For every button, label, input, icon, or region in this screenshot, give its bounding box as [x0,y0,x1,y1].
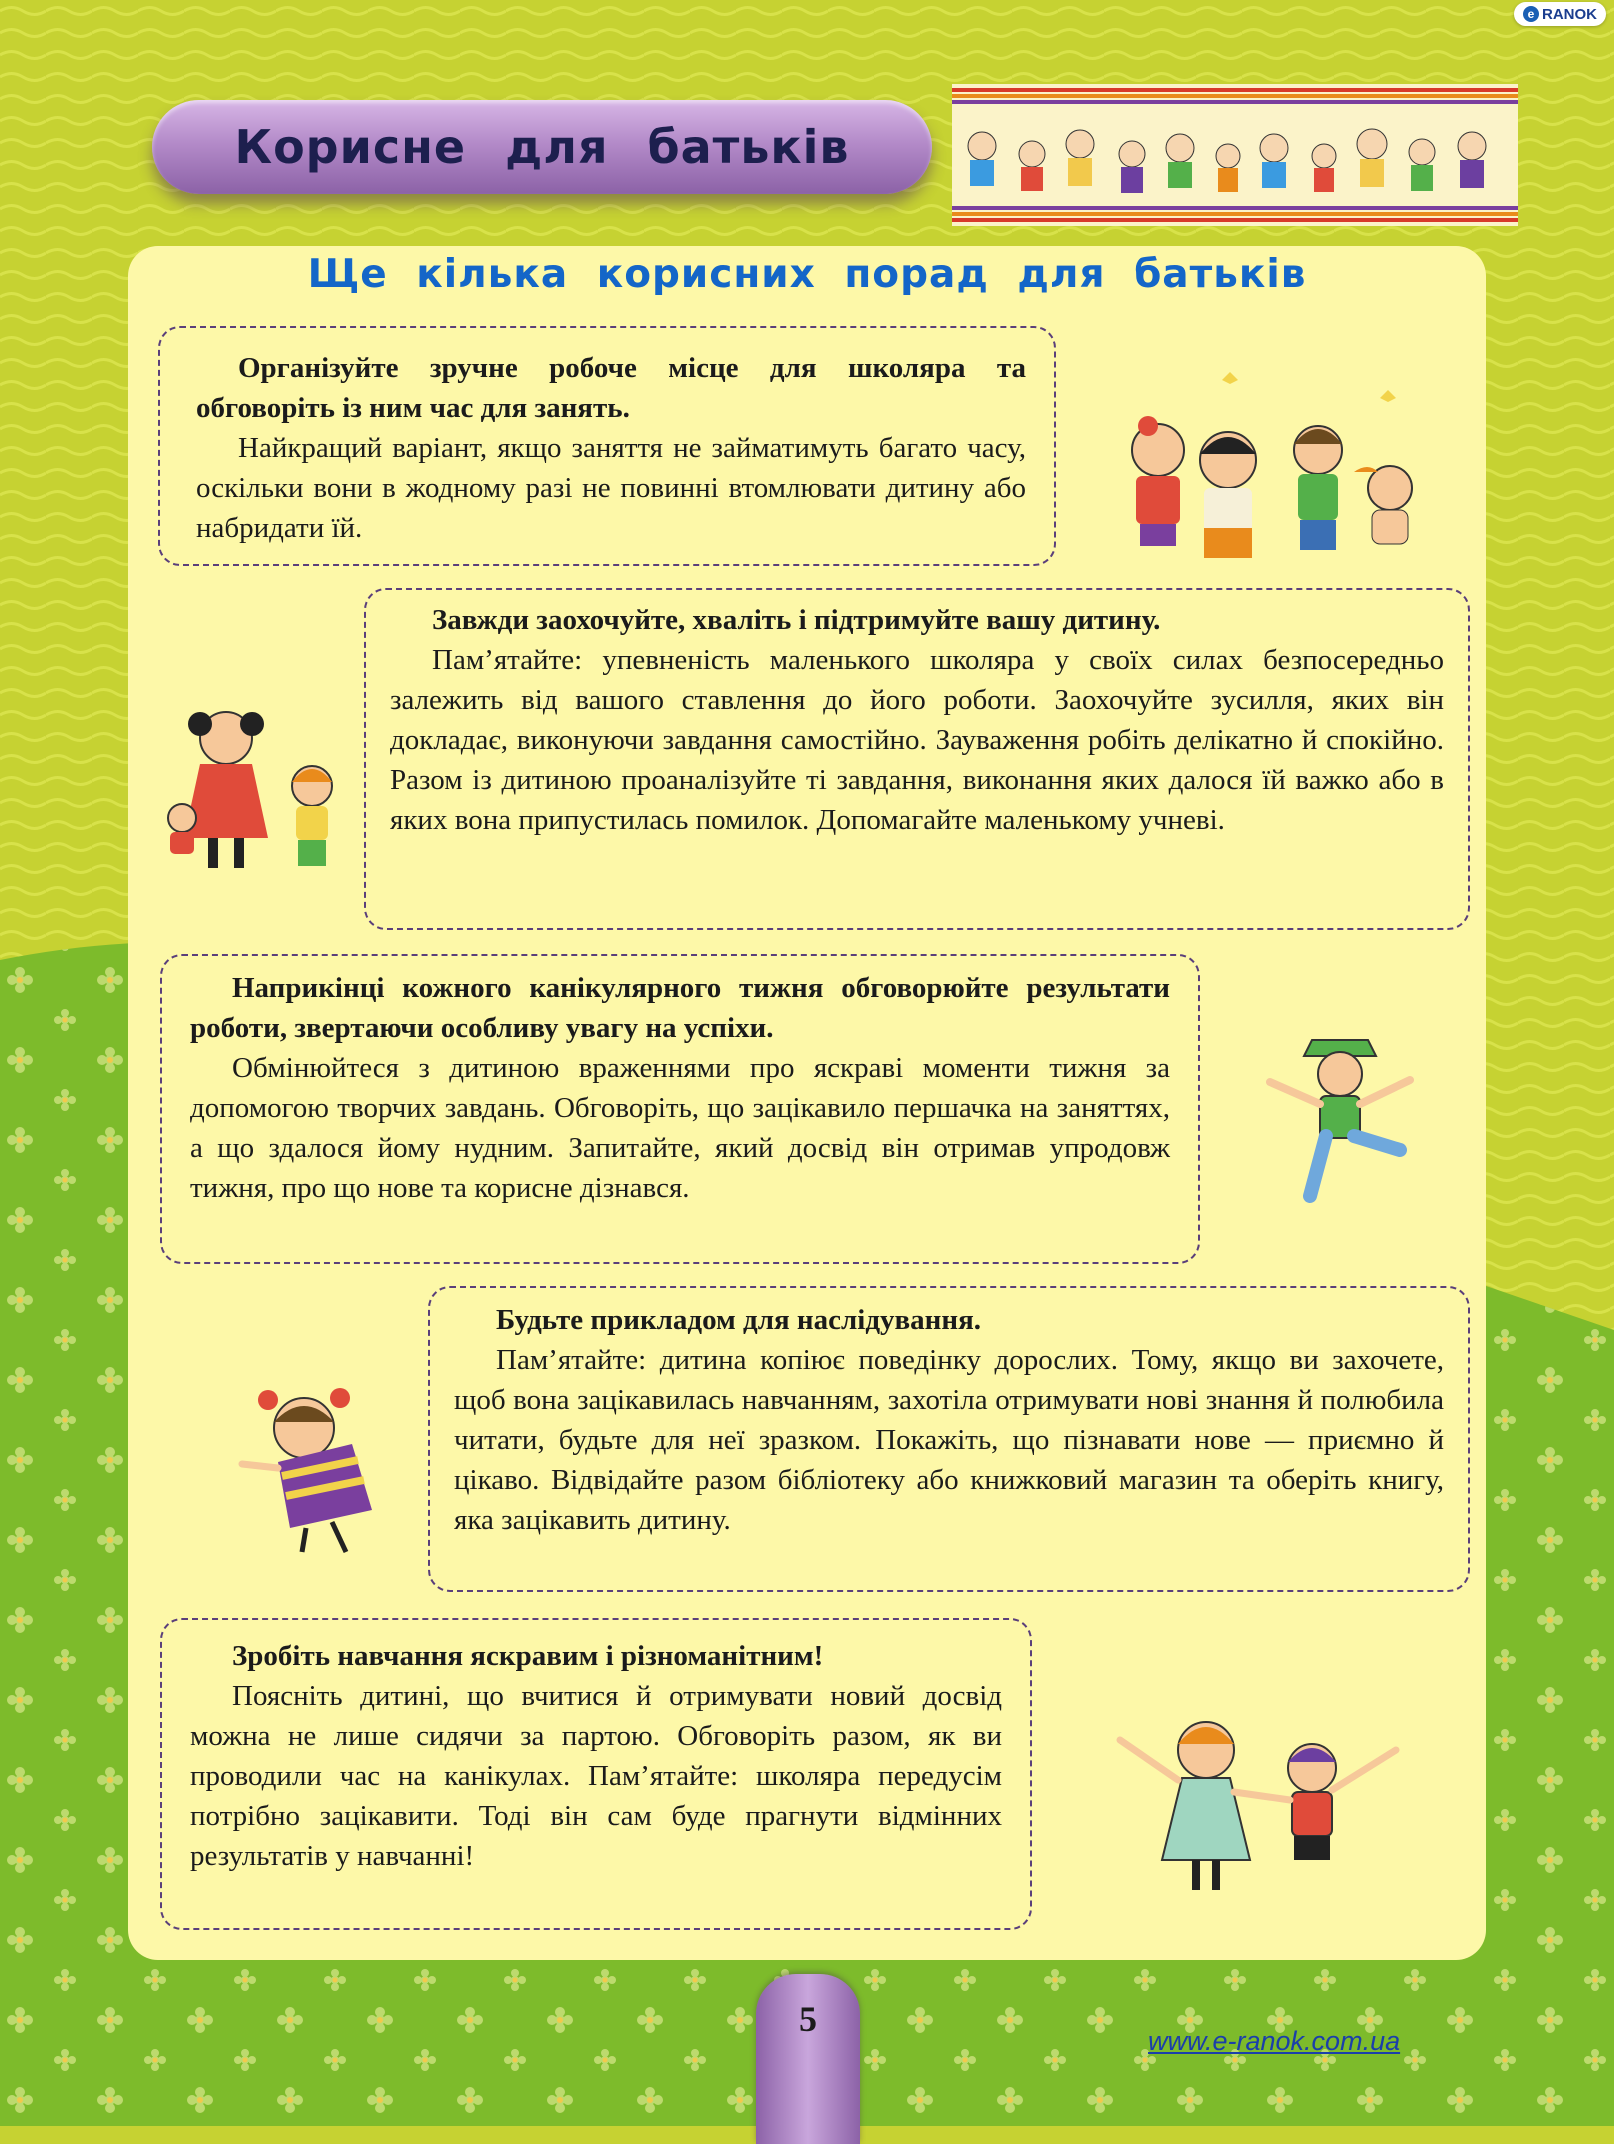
tip-body: Найкращий варіант, якщо заняття не займатимуть багато часу, оскільки вони в жодному разі не повинні втомлювати дитину або набридати їй. [196,432,1026,544]
kids-banner-illustration [952,84,1518,226]
mother-and-children-illustration [164,690,360,870]
tip-heading: Будьте прикладом для наслідування. [496,1304,982,1336]
tip-body: Пам’ятайте: дитина копіює поведінку дорослих. Тому, якщо ви захочете, щоб вона зацікавилась навчанням, захотіла отримувати нові знання й полюбила читати, будьте для неї зразком. Покажіть, що пізнавати нове — приємно й цікаво. Відвідайте разом бібліотеку або книжковий магазин та оберіть книгу, яка зацікавить дитину. [454,1344,1444,1536]
dancing-boy-illustration [1250,1030,1430,1206]
page-title: Корисне для батьків [234,120,850,174]
header-title-pill [152,100,932,194]
section-subtitle: Ще кілька корисних порад для батьків [307,252,1307,297]
tip-heading: Завжди заохочуйте, хваліть і підтримуйте вашу дитину. [432,604,1161,636]
tip-body: Поясніть дитині, що вчитися й отримувати новий досвід можна не лише сидячи за партою. Обговоріть разом, як ви проводили час на канікулах. Пам’ятайте: школяра передусім потрібно зацікавити. Тоді він сам буде прагнути відмінних результатів у навчанні! [190,1680,1002,1872]
tip-card-weekly-review [160,954,1200,1264]
publisher-logo [1514,2,1606,26]
tip-body: Обмінюйтеся з дитиною враженнями про яскраві моменти тижня за допомогою творчих завдань. Обговоріть, що зацікавило першачка на заняттях, а що здалося йому нудним. Запитайте, який досвід він отримав упродовж тижня, про що нове та корисне дізнався. [190,1052,1170,1204]
tip-card-encourage [364,588,1470,930]
logo-text: RANOK [1542,5,1597,23]
kids-group-illustration [1118,360,1438,560]
tip-card-varied-learning [160,1618,1032,1930]
tip-heading: Організуйте зручне робоче місце для школяра та обговоріть із ним час для занять. [196,352,1026,424]
tip-card-workspace [158,326,1056,566]
page-number: 5 [799,1999,817,2039]
tip-heading: Зробіть навчання яскравим і різноманітним! [232,1640,824,1672]
two-children-illustration [1106,1680,1426,1900]
tip-card-role-model [428,1286,1470,1592]
logo-e-icon: e [1523,6,1539,22]
tip-heading: Наприкінці кожного канікулярного тижня обговорюйте результати роботи, звертаючи особливу увагу на успіхи. [190,972,1170,1044]
tip-body: Пам’ятайте: упевненість маленького школяра у своїх силах безпосередньо залежить від вашого ставлення до його роботи. Заохочуйте зусилля, яких він докладає, виконуючи завдання самостійно. Зауваження робіть делікатно й спокійно. Разом із дитиною проаналізуйте ті завдання, виконання яких далося їй важко або в яких вона припустилась помилок. Допомагайте маленькому учневі. [390,644,1444,836]
website-link[interactable]: www.e-ranok.com.ua [1148,2026,1401,2056]
girl-illustration [228,1372,408,1558]
